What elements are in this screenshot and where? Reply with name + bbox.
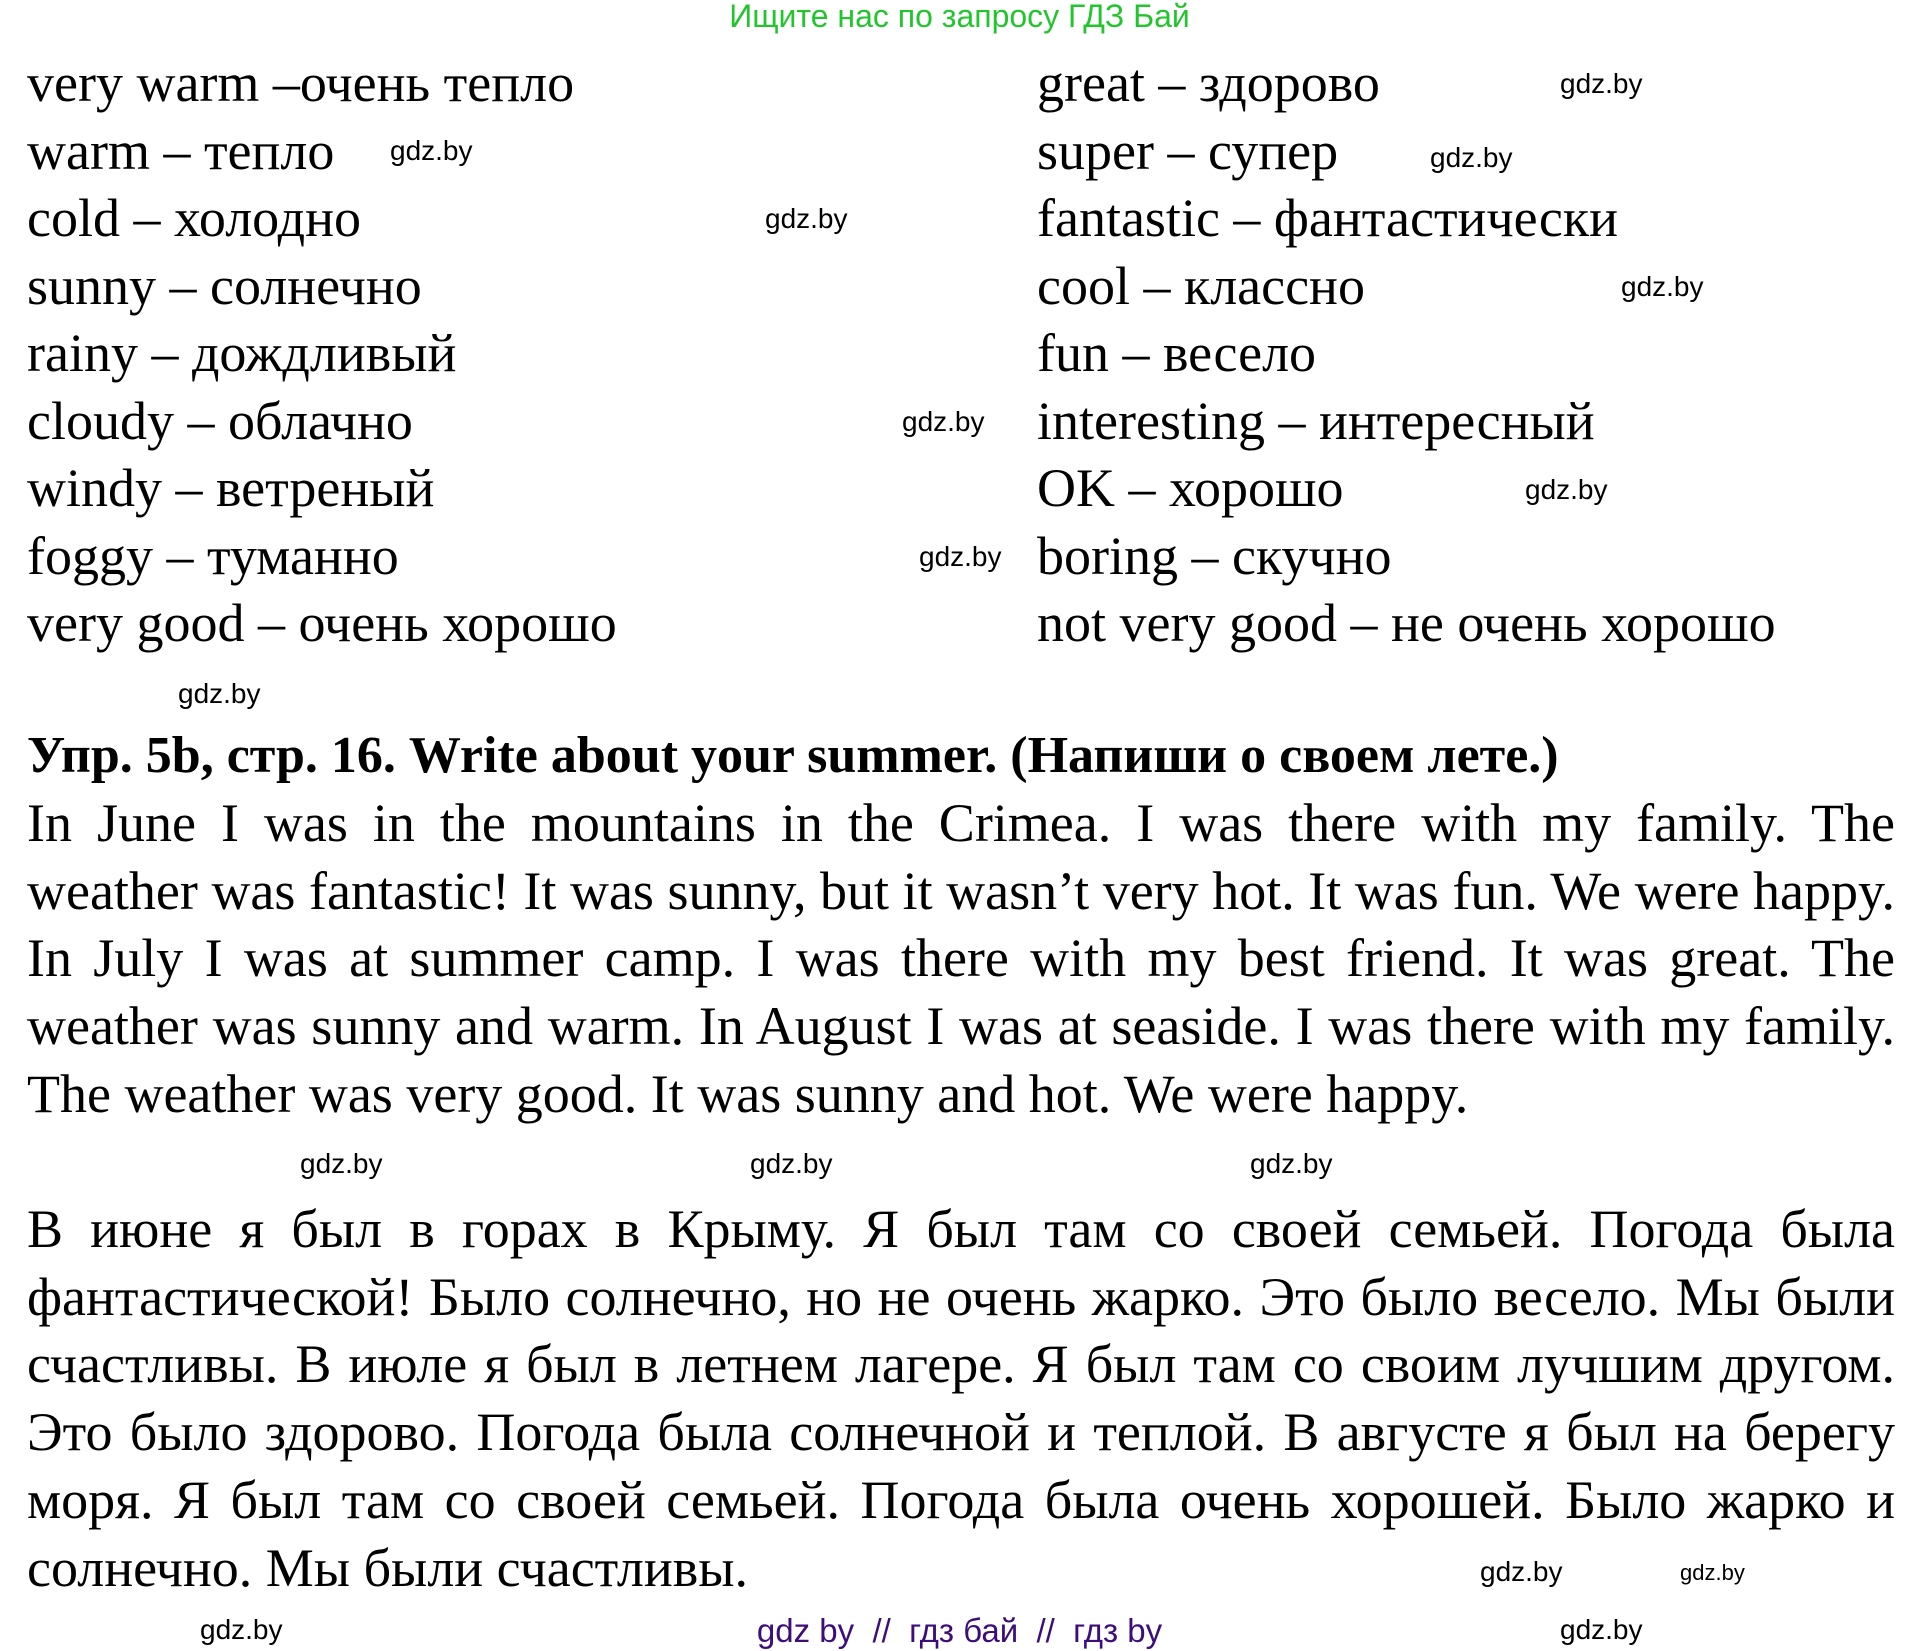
vocab-item: cloudy – облачно (27, 390, 413, 451)
vocab-item: rainy – дождливый (27, 323, 457, 383)
vocab-item: sunny – солнечно (27, 255, 422, 316)
watermark: gdz.by (1560, 1614, 1643, 1645)
footer-links: gdz by // гдз бай // гдз by (756, 1612, 1163, 1649)
vocab-item: fun – весело (1037, 323, 1317, 383)
vocab-item: interesting – интересный (1037, 390, 1595, 451)
vocab-item: very warm –очень тепло (27, 53, 575, 113)
watermark: gdz.by (765, 203, 848, 234)
paragraph-russian: В июне я был в горах в Крыму. Я был там со своей семьей. Погода была фантастической! Было солнечно, но не очень жарко. Это было весело. Мы были счастливы. В июле я был в летнем лагере. Я был там со своим лучшим другом. Это было здорово. Погода была солнечной и теплой. В августе я был на берегу моря. Я был там со своей семьей. Погода была очень хорошей. Было жарко и солнечно. Мы были счастливы. (27, 1199, 1895, 1598)
vocab-item: super – супер (1037, 120, 1339, 181)
watermark: gdz.by (902, 406, 985, 437)
vocab-item: foggy – туманно (27, 525, 399, 586)
watermark: gdz.by (300, 1148, 383, 1179)
vocab-item: warm – тепло (27, 120, 335, 181)
watermark: gdz.by (1680, 1560, 1745, 1585)
vocab-item: cool – классно (1037, 255, 1365, 316)
watermark: gdz.by (390, 135, 473, 166)
watermark: gdz.by (1430, 142, 1513, 173)
watermark: gdz.by (1621, 271, 1704, 302)
watermark: gdz.by (200, 1614, 283, 1645)
vocab-item: windy – ветреный (27, 458, 435, 518)
watermark: gdz.by (178, 678, 261, 709)
watermark: gdz.by (1560, 68, 1643, 99)
paragraph-english: In June I was in the mountains in the Crimea. I was there with my family. The weather was fantastic! It was sunny, but it wasn’t very hot. It was fun. We were happy. In July I was at summer camp. I was there with my best friend. It was great. The weather was sunny and warm. In August I was at seaside. I was there with my family. The weather was very good. It was sunny and hot. We were happy. (27, 793, 1895, 1124)
vocab-item: not very good – не очень хорошо (1037, 593, 1776, 653)
vocab-item: very good – очень хорошо (27, 593, 617, 653)
vocab-item: OK – хорошо (1037, 458, 1344, 518)
search-hint-banner: Ищите нас по запросу ГДЗ Бай (729, 0, 1190, 34)
vocab-item: cold – холодно (27, 188, 361, 248)
vocab-list-right (1037, 50, 1776, 658)
watermark: gdz.by (1480, 1556, 1563, 1587)
watermark: gdz.by (1250, 1148, 1333, 1179)
exercise-heading: Упр. 5b, стр. 16. Write about your summer. (Напиши о своем лете.) (27, 727, 1559, 784)
vocab-item: fantastic – фантастически (1037, 188, 1619, 248)
vocab-item: great – здорово (1037, 53, 1380, 113)
watermark: gdz.by (1525, 474, 1608, 505)
watermark: gdz.by (919, 541, 1002, 572)
watermark: gdz.by (750, 1148, 833, 1179)
vocab-item: boring – скучно (1037, 525, 1392, 586)
vocab-list-left (27, 50, 617, 658)
